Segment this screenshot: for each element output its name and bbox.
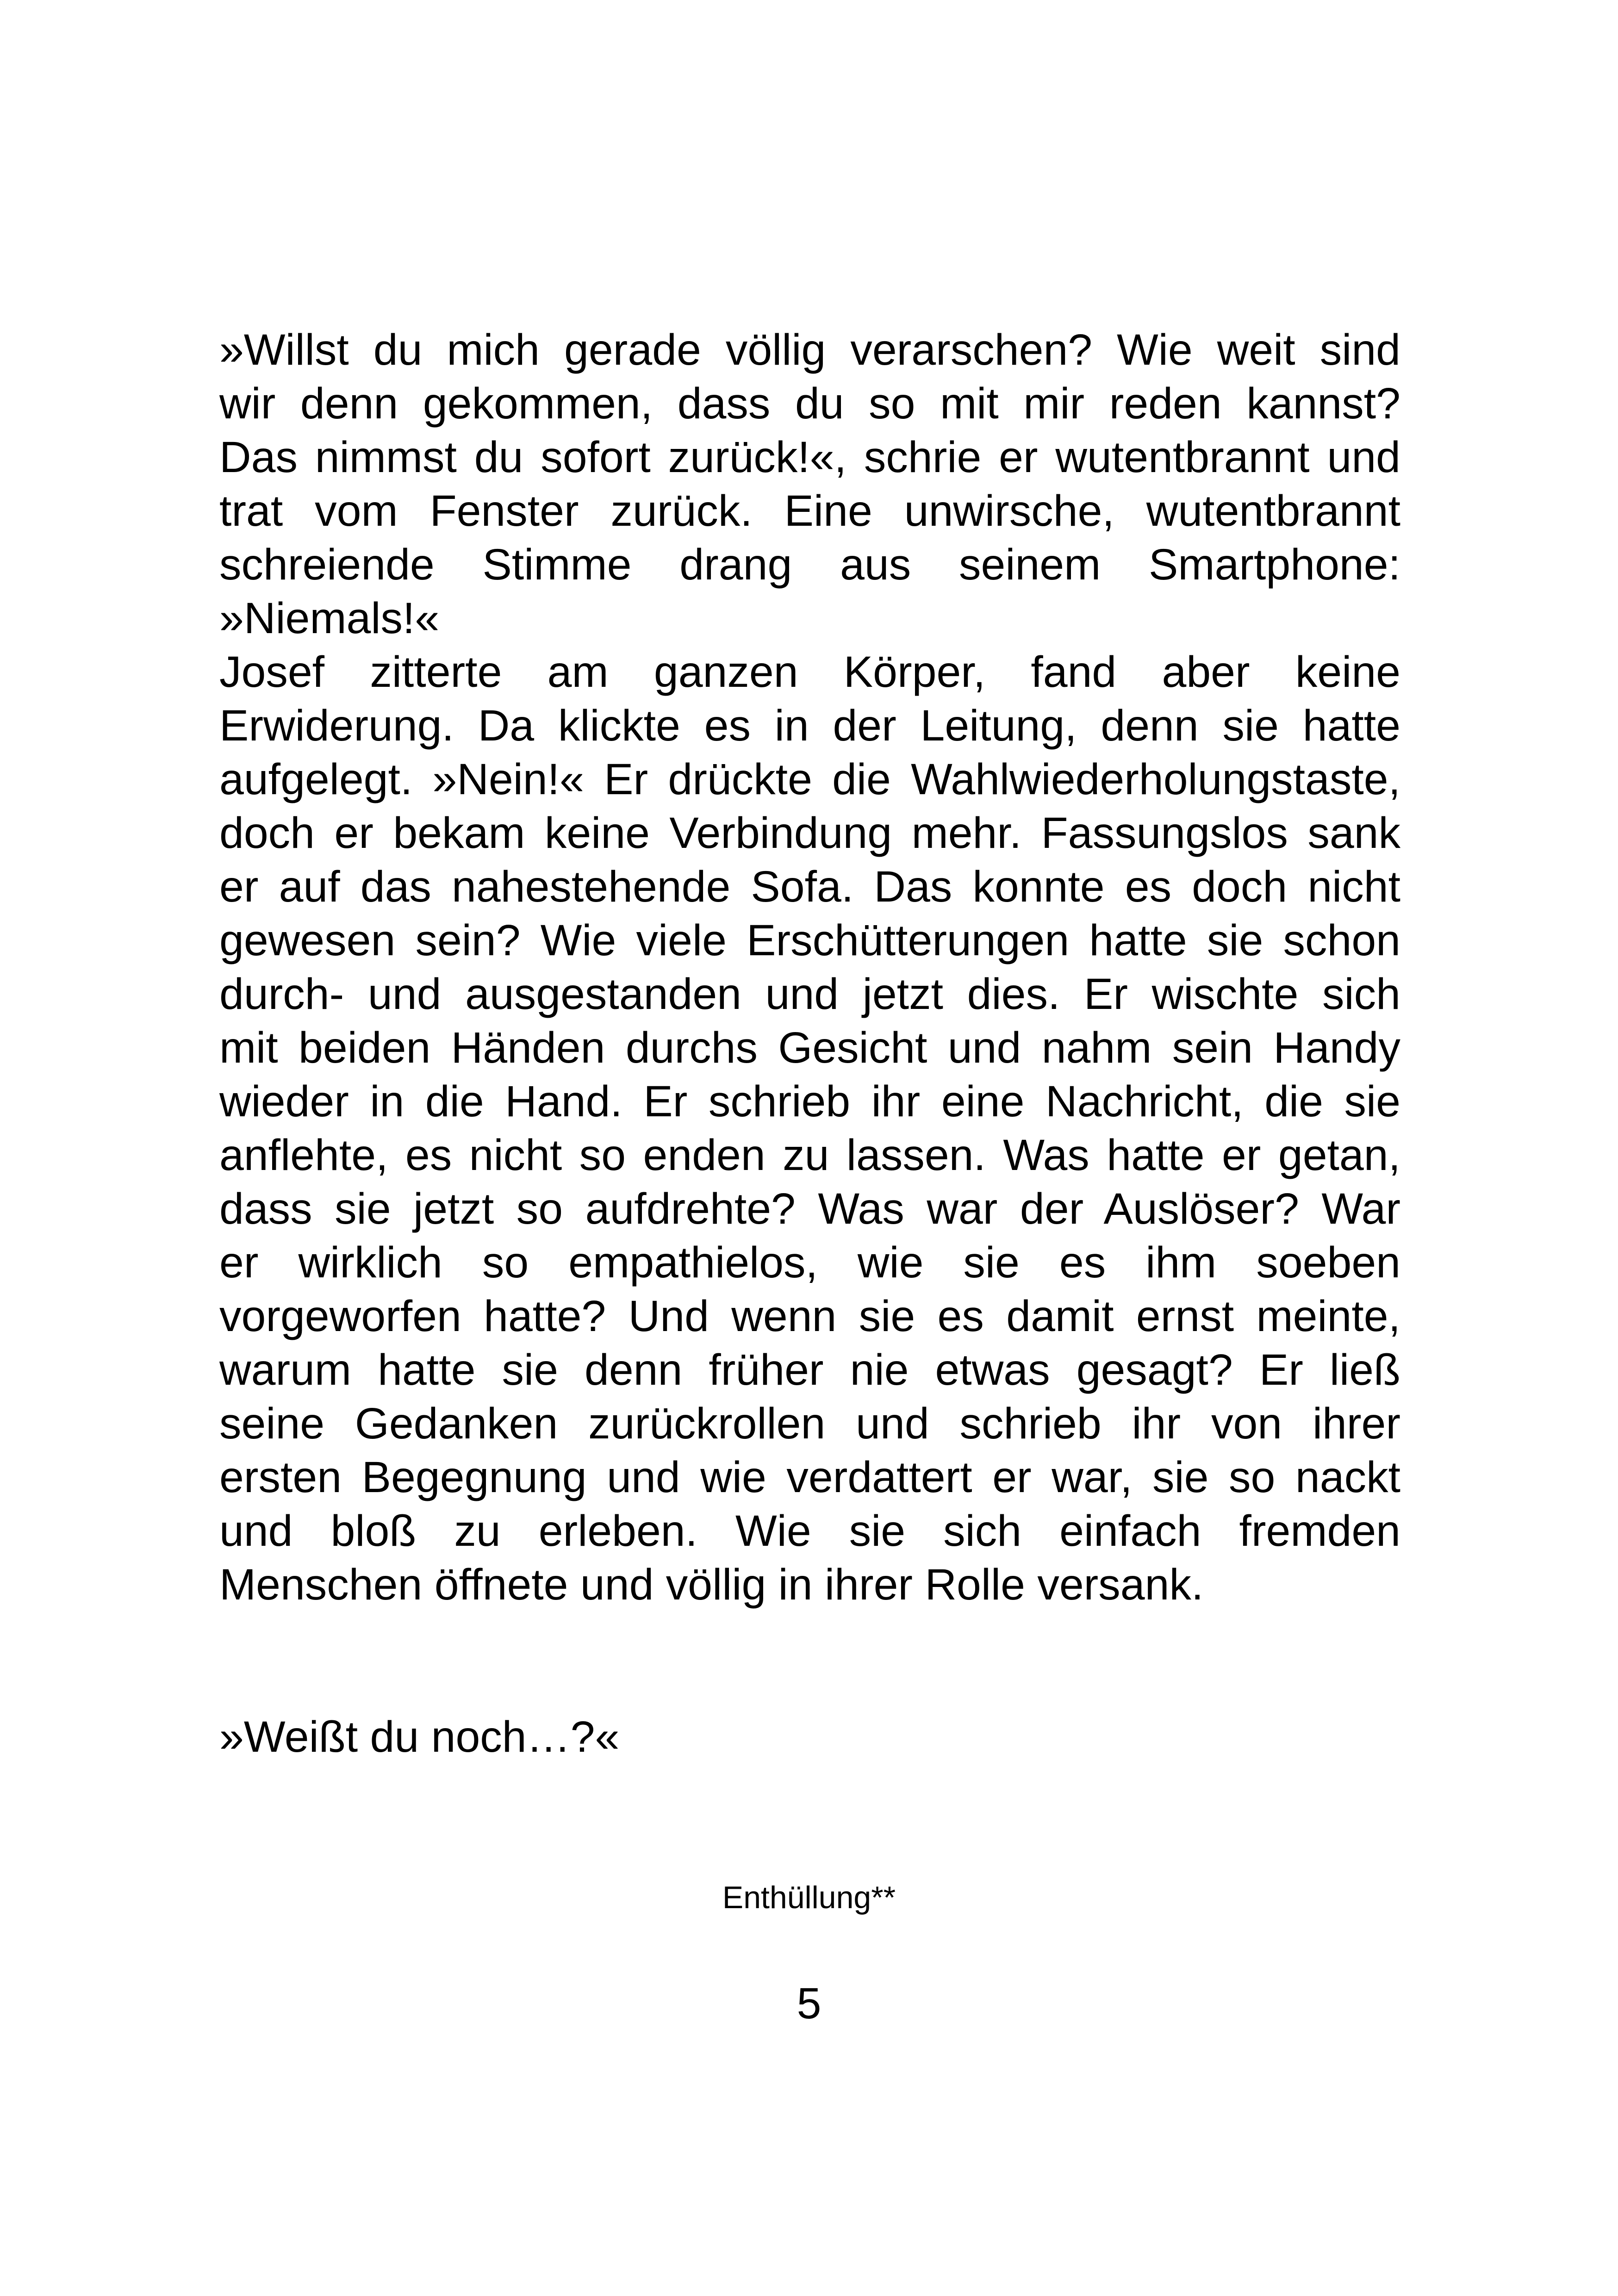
paragraph-line: Josef zitterte am ganzen Körper, fand aber keine bbox=[219, 647, 1400, 697]
paragraph-line: »Niemals!« bbox=[219, 594, 440, 643]
paragraph-line: er auf das nahestehende Sofa. Das konnte es doch nicht bbox=[219, 862, 1400, 911]
paragraph-line: wir denn gekommen, dass du so mit mir reden kannst? bbox=[219, 379, 1400, 428]
page-number: 5 bbox=[797, 1979, 821, 2028]
paragraph-line: er wirklich so empathielos, wie sie es ihm soeben bbox=[219, 1238, 1400, 1287]
paragraph-line: Das nimmst du sofort zurück!«, schrie er wutentbrannt und bbox=[219, 433, 1400, 482]
paragraph-line: trat vom Fenster zurück. Eine unwirsche, wutentbrannt bbox=[219, 486, 1400, 535]
paragraph-line: dass sie jetzt so aufdrehte? Was war der Auslöser? War bbox=[219, 1184, 1400, 1233]
paragraph-line: durch- und ausgestanden und jetzt dies. Er wischte sich bbox=[219, 970, 1400, 1019]
paragraph-line: gewesen sein? Wie viele Erschütterungen hatte sie schon bbox=[219, 916, 1400, 965]
paragraph-line: mit beiden Händen durchs Gesicht und nahm sein Handy bbox=[219, 1023, 1400, 1072]
paragraph-line: aufgelegt. »Nein!« Er drückte die Wahlwiederholungstaste, bbox=[219, 755, 1400, 804]
paragraph-line: Erwiderung. Da klickte es in der Leitung, denn sie hatte bbox=[219, 701, 1400, 750]
paragraph-line: »Willst du mich gerade völlig verarschen? Wie weit sind bbox=[219, 325, 1400, 374]
paragraph-line: Menschen öffnete und völlig in ihrer Rolle versank. bbox=[219, 1560, 1204, 1609]
paragraph-line: anflehte, es nicht so enden zu lassen. Was hatte er getan, bbox=[219, 1131, 1400, 1180]
footer-title: Enthüllung** bbox=[722, 1880, 896, 1915]
paragraph-line: warum hatte sie denn früher nie etwas gesagt? Er ließ bbox=[219, 1345, 1400, 1394]
closing-quote: »Weißt du noch…?« bbox=[219, 1712, 620, 1761]
paragraph-line: ersten Begegnung und wie verdattert er war, sie so nackt bbox=[219, 1453, 1400, 1502]
paragraph-line: vorgeworfen hatte? Und wenn sie es damit ernst meinte, bbox=[219, 1292, 1400, 1341]
paragraph-line: wieder in die Hand. Er schrieb ihr eine Nachricht, die sie bbox=[219, 1077, 1400, 1126]
paragraph-line: und bloß zu erleben. Wie sie sich einfach fremden bbox=[219, 1506, 1400, 1556]
paragraph-line: seine Gedanken zurückrollen und schrieb ihr von ihrer bbox=[219, 1399, 1400, 1448]
paragraph-line: doch er bekam keine Verbindung mehr. Fassungslos sank bbox=[219, 809, 1400, 858]
body-paragraph bbox=[219, 323, 1400, 1612]
paragraph-line: schreiende Stimme drang aus seinem Smartphone: bbox=[219, 540, 1400, 589]
